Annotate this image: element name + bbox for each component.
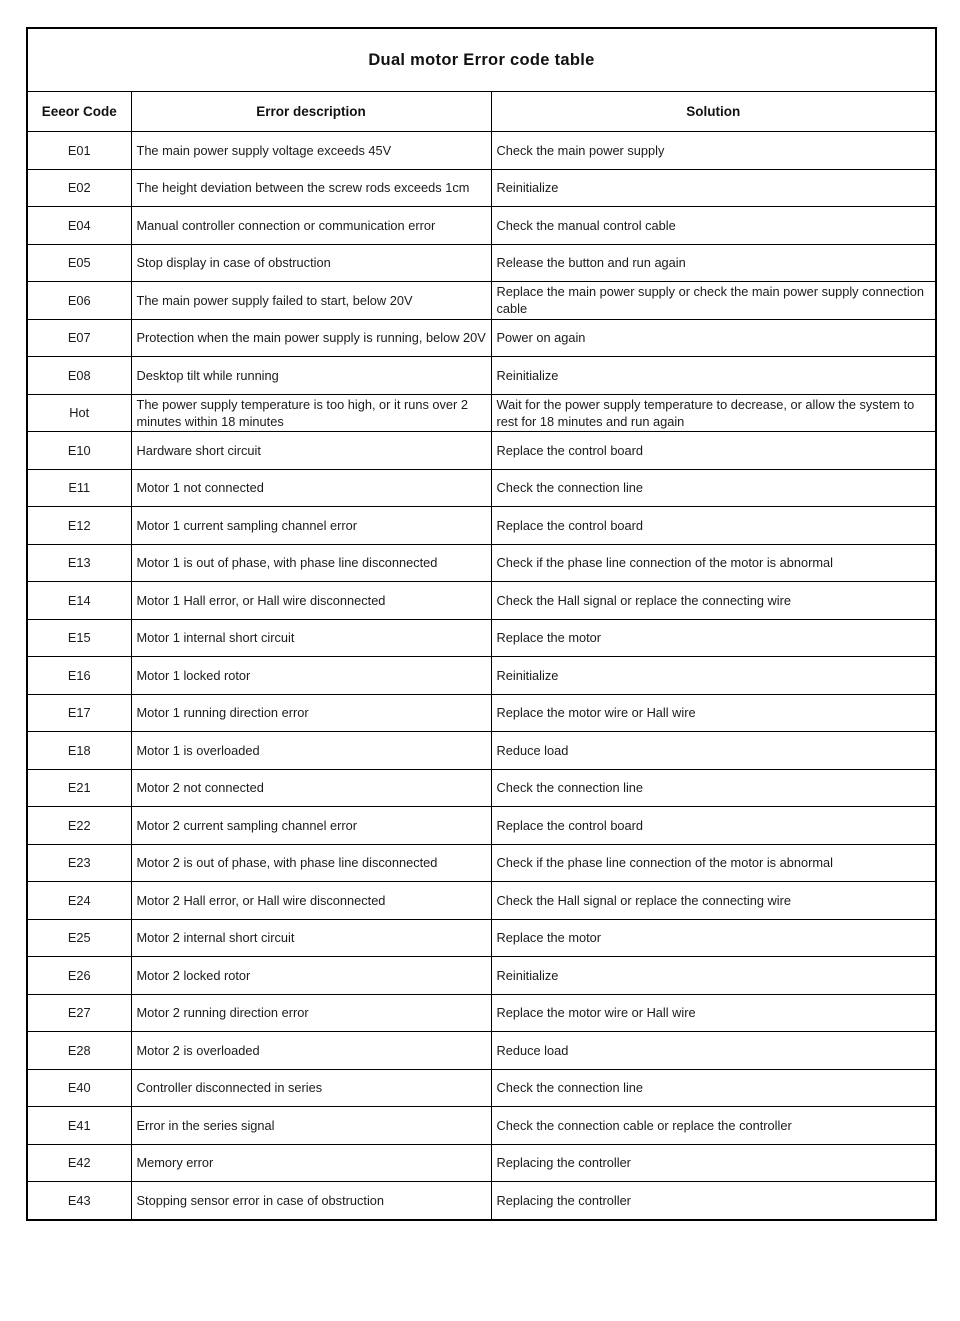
solution-cell: Replace the motor wire or Hall wire: [491, 694, 936, 732]
error-code-cell: E41: [27, 1107, 131, 1145]
table-row: [27, 1107, 936, 1145]
table-row: [27, 1032, 936, 1070]
error-description-cell: Manual controller connection or communication error: [131, 207, 491, 245]
header-row: [27, 92, 936, 132]
table-row: [27, 844, 936, 882]
error-description-cell: The height deviation between the screw rods exceeds 1cm: [131, 169, 491, 207]
error-description-cell: Motor 2 not connected: [131, 769, 491, 807]
table-row: [27, 469, 936, 507]
error-code-cell: E22: [27, 807, 131, 845]
error-code-cell: E07: [27, 319, 131, 357]
solution-cell: Replace the main power supply or check the main power supply connection cable: [491, 282, 936, 320]
solution-cell: Replacing the controller: [491, 1182, 936, 1220]
error-description-cell: The main power supply failed to start, below 20V: [131, 282, 491, 320]
solution-cell: Check the connection line: [491, 469, 936, 507]
error-code-cell: E13: [27, 544, 131, 582]
error-description-cell: Motor 1 locked rotor: [131, 657, 491, 695]
table-row: [27, 994, 936, 1032]
table-row: [27, 657, 936, 695]
table-row: [27, 544, 936, 582]
table-row: [27, 432, 936, 470]
table-row: [27, 1182, 936, 1220]
error-description-cell: Motor 2 is overloaded: [131, 1032, 491, 1070]
error-code-cell: E15: [27, 619, 131, 657]
error-description-cell: Motor 1 internal short circuit: [131, 619, 491, 657]
solution-cell: Replace the control board: [491, 507, 936, 545]
solution-cell: Check the Hall signal or replace the connecting wire: [491, 882, 936, 920]
solution-cell: Reinitialize: [491, 657, 936, 695]
table-row: [27, 619, 936, 657]
error-code-cell: E40: [27, 1069, 131, 1107]
document-page: [26, 27, 935, 1221]
error-description-cell: Motor 1 is overloaded: [131, 732, 491, 770]
table-row: [27, 1069, 936, 1107]
error-description-cell: Motor 2 is out of phase, with phase line disconnected: [131, 844, 491, 882]
error-code-cell: E10: [27, 432, 131, 470]
error-code-cell: E26: [27, 957, 131, 995]
column-header-solution: Solution: [491, 92, 936, 132]
table-row: [27, 357, 936, 395]
solution-cell: Reinitialize: [491, 169, 936, 207]
solution-cell: Check the connection line: [491, 1069, 936, 1107]
solution-cell: Check the Hall signal or replace the connecting wire: [491, 582, 936, 620]
error-code-cell: E24: [27, 882, 131, 920]
table-row: [27, 732, 936, 770]
error-code-cell: E23: [27, 844, 131, 882]
solution-cell: Reinitialize: [491, 357, 936, 395]
error-code-cell: E17: [27, 694, 131, 732]
solution-cell: Check if the phase line connection of the motor is abnormal: [491, 544, 936, 582]
error-description-cell: Controller disconnected in series: [131, 1069, 491, 1107]
column-header-error-code: Eeeor Code: [27, 92, 131, 132]
error-code-cell: E28: [27, 1032, 131, 1070]
solution-cell: Wait for the power supply temperature to decrease, or allow the system to rest for 18 minutes and run again: [491, 394, 936, 432]
error-code-cell: E06: [27, 282, 131, 320]
table-row: [27, 319, 936, 357]
solution-cell: Check the connection cable or replace the controller: [491, 1107, 936, 1145]
error-code-cell: E27: [27, 994, 131, 1032]
solution-cell: Check if the phase line connection of the motor is abnormal: [491, 844, 936, 882]
error-code-cell: E04: [27, 207, 131, 245]
table-row: [27, 957, 936, 995]
column-header-error-description: Error description: [131, 92, 491, 132]
solution-cell: Check the main power supply: [491, 132, 936, 170]
solution-cell: Replace the control board: [491, 807, 936, 845]
error-code-cell: E12: [27, 507, 131, 545]
solution-cell: Reinitialize: [491, 957, 936, 995]
solution-cell: Replace the motor: [491, 919, 936, 957]
title-row: [27, 28, 936, 92]
table-head: [27, 28, 936, 132]
error-code-cell: E05: [27, 244, 131, 282]
solution-cell: Reduce load: [491, 1032, 936, 1070]
table-row: [27, 1144, 936, 1182]
error-description-cell: Motor 1 current sampling channel error: [131, 507, 491, 545]
error-code-cell: E02: [27, 169, 131, 207]
solution-cell: Reduce load: [491, 732, 936, 770]
solution-cell: Replace the control board: [491, 432, 936, 470]
table-row: [27, 882, 936, 920]
error-description-cell: Stop display in case of obstruction: [131, 244, 491, 282]
solution-cell: Replacing the controller: [491, 1144, 936, 1182]
solution-cell: Replace the motor wire or Hall wire: [491, 994, 936, 1032]
error-description-cell: Motor 1 Hall error, or Hall wire disconnected: [131, 582, 491, 620]
error-description-cell: Motor 2 Hall error, or Hall wire disconnected: [131, 882, 491, 920]
table-row: [27, 582, 936, 620]
error-description-cell: Motor 1 running direction error: [131, 694, 491, 732]
error-description-cell: Motor 1 not connected: [131, 469, 491, 507]
error-code-cell: E08: [27, 357, 131, 395]
error-description-cell: The power supply temperature is too high, or it runs over 2 minutes within 18 minutes: [131, 394, 491, 432]
table-row: [27, 207, 936, 245]
page-title: Dual motor Error code table: [27, 28, 936, 92]
table-row: [27, 807, 936, 845]
error-code-cell: E11: [27, 469, 131, 507]
solution-cell: Check the connection line: [491, 769, 936, 807]
error-code-cell: E42: [27, 1144, 131, 1182]
error-description-cell: Motor 2 internal short circuit: [131, 919, 491, 957]
error-code-cell: E01: [27, 132, 131, 170]
error-code-table: [26, 27, 937, 1221]
error-code-cell: E25: [27, 919, 131, 957]
error-code-cell: E21: [27, 769, 131, 807]
error-description-cell: Desktop tilt while running: [131, 357, 491, 395]
error-code-cell: E16: [27, 657, 131, 695]
error-description-cell: Motor 2 current sampling channel error: [131, 807, 491, 845]
error-description-cell: The main power supply voltage exceeds 45V: [131, 132, 491, 170]
table-row: [27, 282, 936, 320]
error-description-cell: Stopping sensor error in case of obstruction: [131, 1182, 491, 1220]
error-description-cell: Motor 2 running direction error: [131, 994, 491, 1032]
table-row: [27, 394, 936, 432]
error-description-cell: Error in the series signal: [131, 1107, 491, 1145]
solution-cell: Check the manual control cable: [491, 207, 936, 245]
table-body: [27, 132, 936, 1220]
error-code-cell: Hot: [27, 394, 131, 432]
error-description-cell: Motor 2 locked rotor: [131, 957, 491, 995]
table-row: [27, 769, 936, 807]
table-row: [27, 919, 936, 957]
error-description-cell: Memory error: [131, 1144, 491, 1182]
error-description-cell: Motor 1 is out of phase, with phase line disconnected: [131, 544, 491, 582]
solution-cell: Power on again: [491, 319, 936, 357]
table-row: [27, 694, 936, 732]
error-description-cell: Hardware short circuit: [131, 432, 491, 470]
error-code-cell: E18: [27, 732, 131, 770]
error-code-cell: E14: [27, 582, 131, 620]
error-description-cell: Protection when the main power supply is running, below 20V: [131, 319, 491, 357]
table-row: [27, 244, 936, 282]
error-code-cell: E43: [27, 1182, 131, 1220]
table-row: [27, 507, 936, 545]
table-row: [27, 132, 936, 170]
table-row: [27, 169, 936, 207]
solution-cell: Release the button and run again: [491, 244, 936, 282]
solution-cell: Replace the motor: [491, 619, 936, 657]
